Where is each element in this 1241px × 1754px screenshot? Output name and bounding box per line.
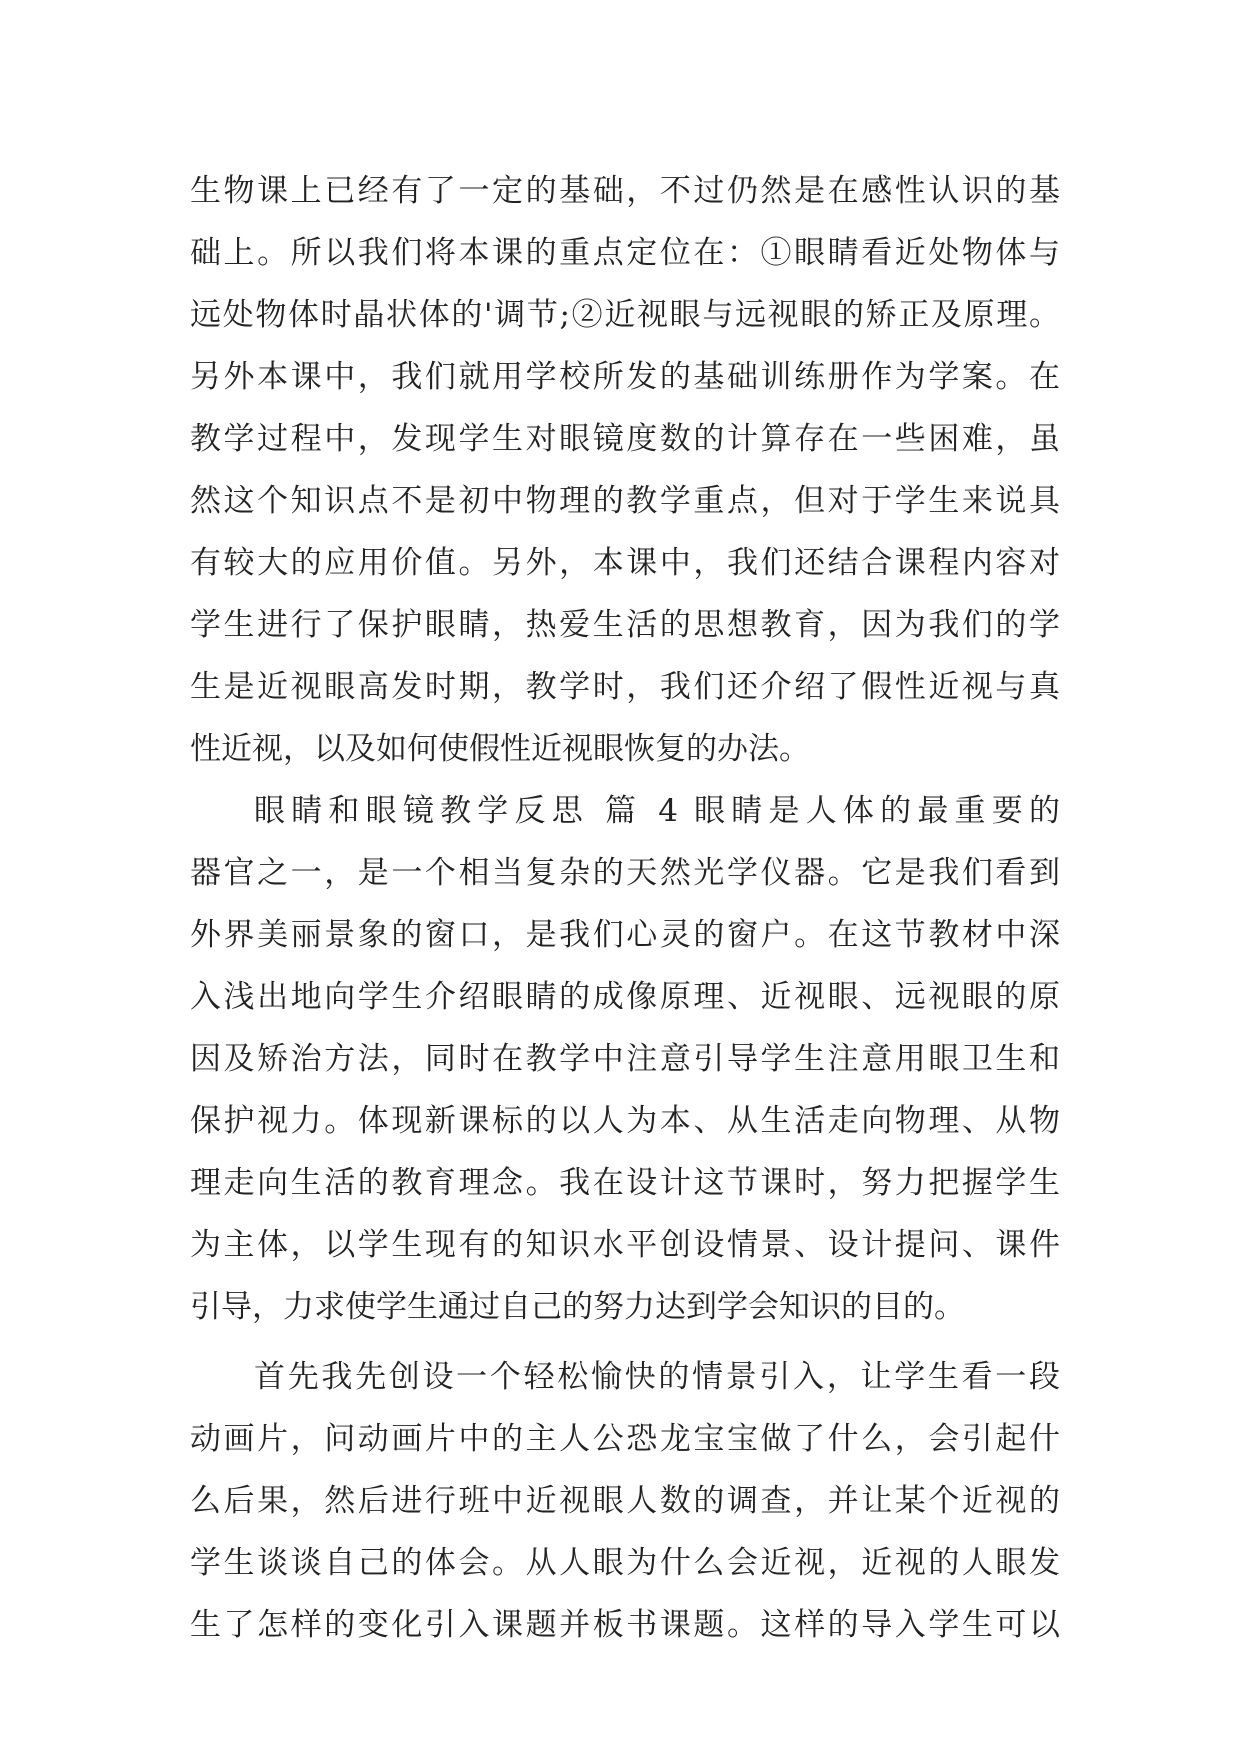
- text-line: 器官之一，是一个相当复杂的天然光学仪器。它是我们看到: [190, 855, 1060, 891]
- text-line: 理走向生活的教育理念。我在设计这节课时，努力把握学生: [190, 1165, 1060, 1201]
- text-line: 引导，力求使学生通过自己的努力达到学会知识的目的。: [190, 1289, 965, 1325]
- text-line: 为主体，以学生现有的知识水平创设情景、设计提问、课件: [190, 1227, 1060, 1263]
- text-line: 生物课上已经有了一定的基础，不过仍然是在感性认识的基: [190, 173, 1060, 209]
- text-line: 性近视，以及如何使假性近视眼恢复的办法。: [190, 731, 810, 767]
- text-line: 有较大的应用价值。另外，本课中，我们还结合课程内容对: [190, 545, 1060, 581]
- text-line: 学生进行了保护眼睛，热爱生活的思想教育，因为我们的学: [190, 607, 1060, 643]
- text-line: 础上。所以我们将本课的重点定位在：①眼睛看近处物体与: [190, 235, 1060, 271]
- text-line: 入浅出地向学生介绍眼睛的成像原理、近视眼、远视眼的原: [190, 979, 1060, 1015]
- section-heading-line: 眼睛和眼镜教学反思 篇 4 眼睛是人体的最重要的: [254, 793, 1060, 829]
- text-line: 另外本课中，我们就用学校所发的基础训练册作为学案。在: [190, 359, 1060, 395]
- text-line: 然这个知识点不是初中物理的教学重点，但对于学生来说具: [190, 483, 1060, 519]
- body-text: [190, 160, 1060, 1656]
- text-line: 学生谈谈自己的体会。从人眼为什么会近视，近视的人眼发: [190, 1545, 1060, 1581]
- text-line: 动画片，问动画片中的主人公恐龙宝宝做了什么，会引起什: [190, 1421, 1060, 1457]
- text-line: 生了怎样的变化引入课题并板书课题。这样的导入学生可以: [190, 1607, 1060, 1643]
- text-line: 因及矫治方法，同时在教学中注意引导学生注意用眼卫生和: [190, 1041, 1060, 1077]
- text-line: 么后果，然后进行班中近视眼人数的调查，并让某个近视的: [190, 1483, 1060, 1519]
- text-line: 生是近视眼高发时期，教学时，我们还介绍了假性近视与真: [190, 669, 1060, 705]
- paragraph-first-line: 首先我先创设一个轻松愉快的情景引入，让学生看一段: [254, 1359, 1060, 1395]
- text-line: 保护视力。体现新课标的以人为本、从生活走向物理、从物: [190, 1103, 1060, 1139]
- text-line: 远处物体时晶状体的'调节;②近视眼与远视眼的矫正及原理。: [190, 297, 1060, 333]
- text-line: 外界美丽景象的窗口，是我们心灵的窗户。在这节教材中深: [190, 917, 1060, 953]
- text-line: 教学过程中，发现学生对眼镜度数的计算存在一些困难，虽: [190, 421, 1060, 457]
